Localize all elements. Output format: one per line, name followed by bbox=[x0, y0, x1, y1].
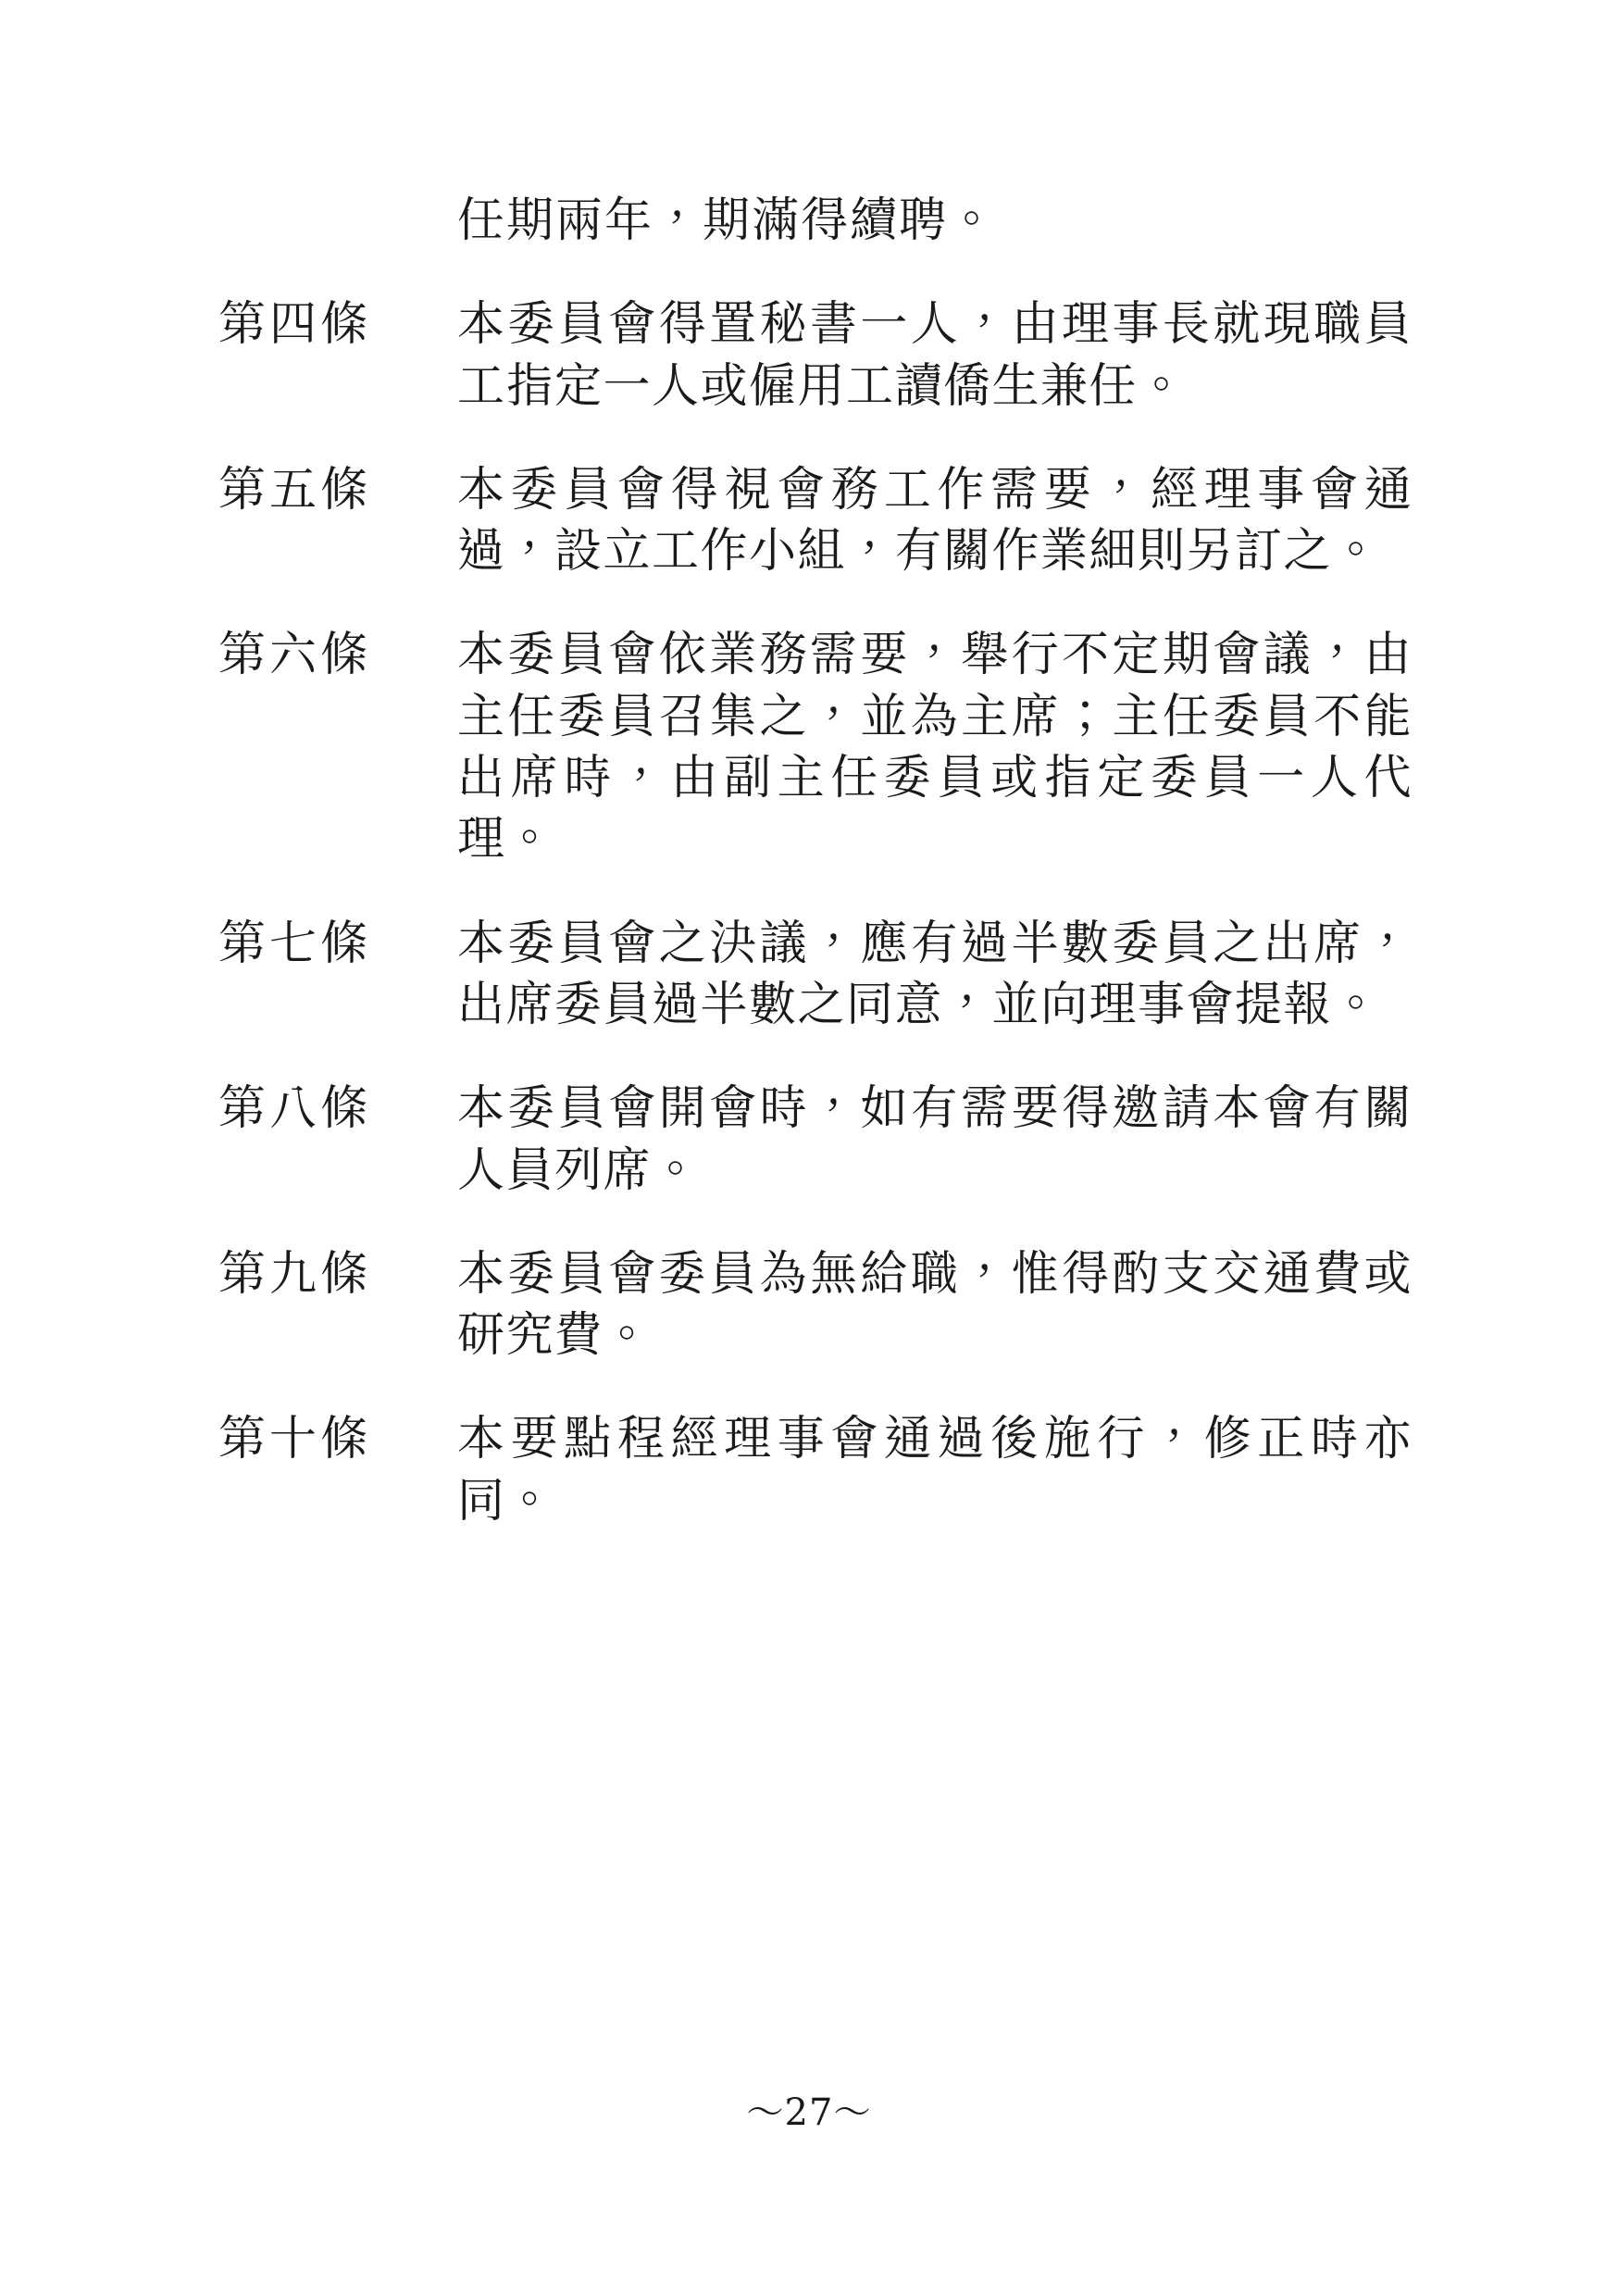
article-item bbox=[218, 1244, 1413, 1367]
article-item bbox=[218, 625, 1413, 870]
article-text: 本委員會開會時，如有需要得邀請本會有關人員列席。 bbox=[457, 1081, 1413, 1198]
article-label: 第六條 bbox=[218, 628, 372, 683]
document-body bbox=[218, 191, 1413, 1532]
article-item bbox=[218, 1409, 1413, 1532]
article-text: 本委員會委員為無給職，惟得酌支交通費或研究費。 bbox=[457, 1246, 1413, 1364]
article-item bbox=[218, 460, 1413, 583]
article-label: 第八條 bbox=[218, 1081, 372, 1137]
article-text: 本要點程經理事會通過後施行，修正時亦同。 bbox=[457, 1412, 1413, 1529]
article-text: 本委員會得視會務工作需要，經理事會通過，設立工作小組，有關作業細則另訂之。 bbox=[457, 462, 1413, 580]
article-text: 本委員會依業務需要，舉行不定期會議，由主任委員召集之，並為主席；主任委員不能出席時，由副主任委員或指定委員一人代理。 bbox=[457, 628, 1413, 867]
continuation-paragraph: 任期兩年，期滿得續聘。 bbox=[457, 193, 998, 248]
article-label: 第十條 bbox=[218, 1412, 372, 1467]
article-label: 第五條 bbox=[218, 462, 372, 518]
article-item bbox=[218, 294, 1413, 418]
article-text: 本委員會之決議，應有過半數委員之出席，出席委員過半數之同意，並向理事會提報。 bbox=[457, 916, 1413, 1032]
article-item bbox=[218, 914, 1413, 1037]
article-item bbox=[218, 1079, 1413, 1202]
page-number: ～27～ bbox=[746, 2091, 872, 2134]
article-label: 第四條 bbox=[218, 297, 372, 353]
article-label: 第七條 bbox=[218, 916, 372, 971]
article-label: 第九條 bbox=[218, 1246, 372, 1302]
article-text: 本委員會得置秘書一人，由理事長就現職員工指定一人或僱用工讀僑生兼任。 bbox=[457, 297, 1413, 414]
